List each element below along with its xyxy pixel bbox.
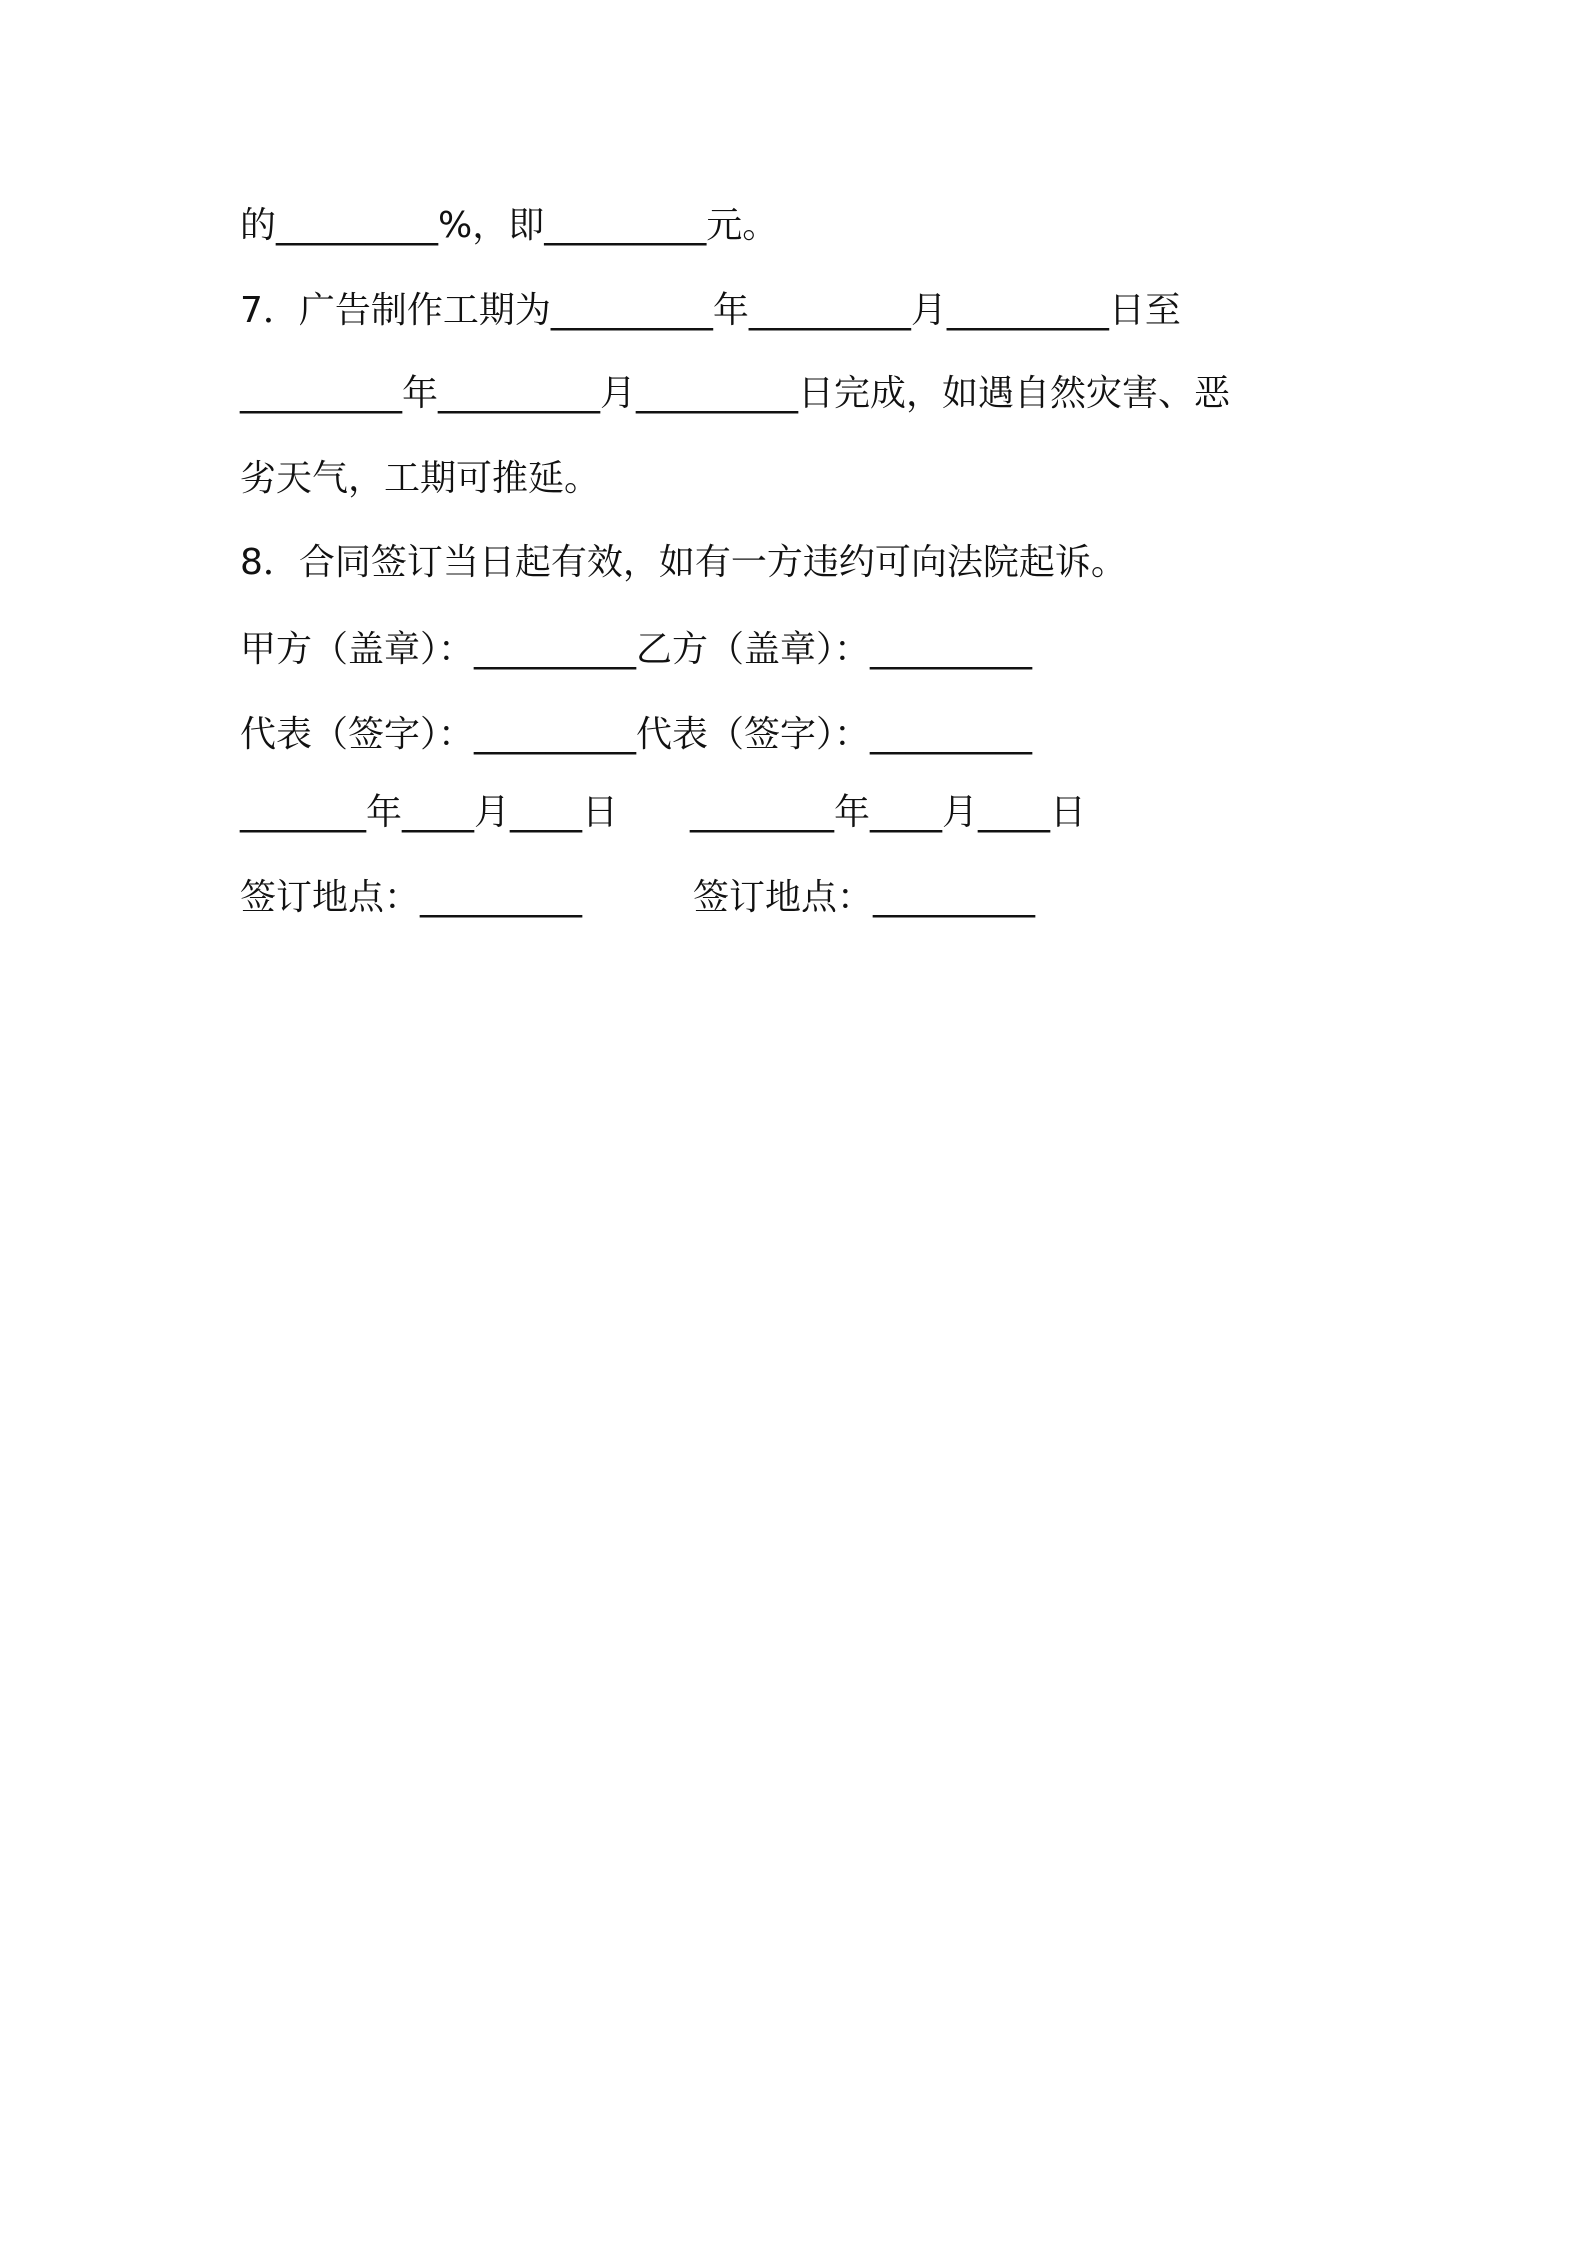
clause-7-period-end: _________年_________月_________日完成，如遇自然灾害、恶 [240, 373, 1231, 414]
party-seal-line: 甲方（盖章）：_________乙方（盖章）：_________ [240, 629, 1033, 670]
clause-7-extension-note: 劣天气，工期可推延。 [240, 458, 601, 499]
party-b-date: ________年____月____日 [690, 792, 1086, 833]
party-b-signing-place: 签订地点：_________ [693, 877, 1036, 918]
clause-7-period-start: 7．广告制作工期为_________年_________月_________日至 [240, 290, 1181, 331]
representative-signature-line: 代表（签字）：_________代表（签字）：_________ [240, 714, 1033, 755]
clause-8-validity: 8．合同签订当日起有效，如有一方违约可向法院起诉。 [240, 542, 1127, 583]
party-a-date: _______年____月____日 [240, 792, 618, 833]
party-a-signing-place: 签订地点：_________ [240, 877, 583, 918]
payment-percentage-line: 的_________%，即_________元。 [240, 205, 779, 246]
